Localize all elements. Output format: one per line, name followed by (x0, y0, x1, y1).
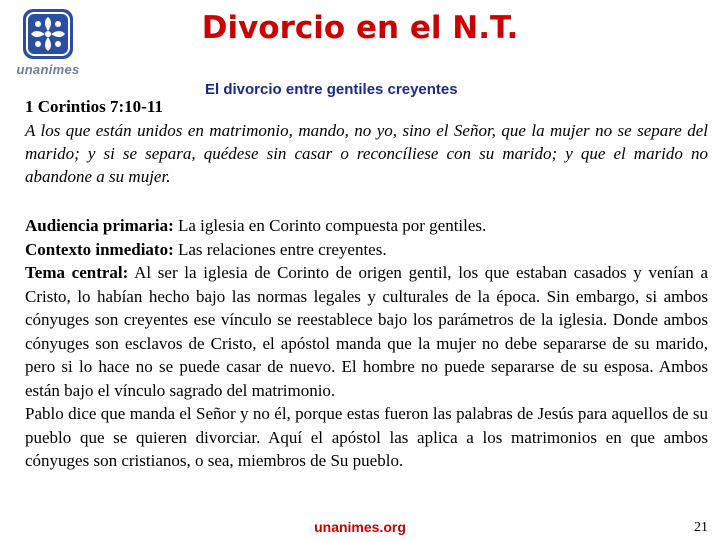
pablo-paragraph: Pablo dice que manda el Señor y no él, porque estas fueron las palabras de Jesús para aquellos de su pueblo que se quieren divorciar. Aquí el apóstol las aplica a los matrimonios en que ambos cónyuges son cristianos, o sea, miembros de Su pueblo. (25, 404, 708, 470)
contexto-text: Las relaciones entre creyentes. (173, 239, 387, 259)
contexto-paragraph (25, 238, 708, 262)
tema-paragraph (25, 261, 708, 402)
logo-text: unanimes (16, 62, 80, 77)
audiencia-paragraph (25, 214, 708, 238)
page-title: Divorcio en el N.T. (201, 10, 519, 46)
page-subtitle: El divorcio entre gentiles creyentes (205, 81, 458, 98)
content-body (25, 214, 708, 473)
tema-label: Tema central: (25, 263, 129, 282)
page-number: 21 (694, 520, 708, 535)
contexto-label: Contexto inmediato: (25, 239, 174, 259)
passage-text: A los que están unidos en matrimonio, mando, no yo, sino el Señor, que la mujer no se separe del marido; y si se separa, quédese sin casar o reconcíliese con su marido; y que el marido no abandone a su mujer. (25, 121, 708, 186)
audiencia-label: Audiencia primaria: (25, 216, 174, 235)
audiencia-text: La iglesia en Corinto compuesta por gentiles. (173, 216, 487, 235)
tema-text: Al ser la iglesia de Corinto de origen gentil, los que estaban casados y venían a Cristo, lo habían hecho bajo las normas legales y culturales de la época. Sin embargo, si ambos cónyuges son creyentes ese vínculo se reestablece bajo los parámetros de la iglesia. Donde ambos cónyuges son esclavos de Cristo, el apóstol manda que la mujer no debe separarse de su marido, pero si lo hace no se puede casar de nuevo. El hombre no puede separarse de su esposa. Ambos están bajo el vínculo sagrado del matrimonio. (25, 263, 709, 400)
passage-reference: 1 Corintios 7:10-11 (25, 97, 163, 116)
footer-site: unanimes.org (314, 519, 406, 535)
